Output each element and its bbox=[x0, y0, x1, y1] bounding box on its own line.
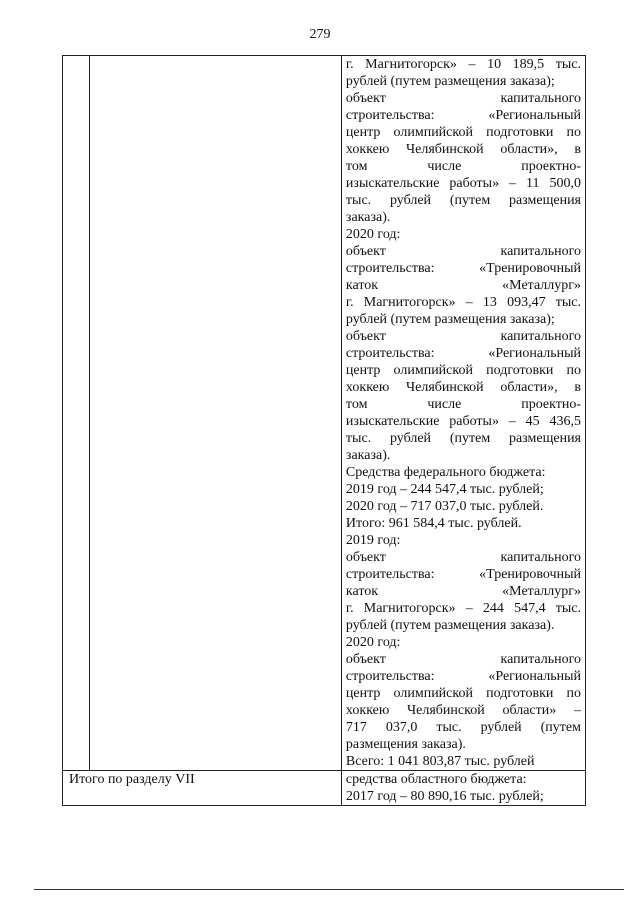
event-name-cell bbox=[89, 56, 341, 771]
section-total-label: Итого по разделу VII bbox=[63, 771, 342, 806]
text-line: центр олимпийской подготовки по bbox=[345, 363, 581, 378]
text-line: хоккею Челябинской области», в bbox=[345, 380, 581, 395]
text-line: заказа). bbox=[345, 448, 391, 463]
text-line: 2017 год – 80 890,16 тыс. рублей; bbox=[345, 789, 544, 804]
text-line: строительства: «Региональный bbox=[345, 108, 581, 123]
text-line: строительства: «Тренировочный bbox=[345, 567, 581, 582]
text-line: 2019 год: bbox=[345, 533, 401, 548]
text-line: объект капитального bbox=[345, 550, 581, 565]
funding-text-cell bbox=[341, 56, 585, 771]
table-row-section-total bbox=[63, 771, 586, 806]
text-line: г. Магнитогорск» – 10 189,5 тыс. bbox=[345, 57, 581, 72]
text-line: тыс. рублей (путем размещения bbox=[345, 193, 581, 208]
text-line: том числе проектно- bbox=[345, 397, 581, 412]
text-line: рублей (путем размещения заказа); bbox=[345, 312, 555, 327]
text-line: 2020 год: bbox=[345, 227, 401, 242]
table-row-funding-details bbox=[63, 56, 586, 771]
text-line: г. Магнитогорск» – 244 547,4 тыс. bbox=[345, 601, 581, 616]
section-total-funding-cell bbox=[341, 771, 585, 806]
text-line: том числе проектно- bbox=[345, 159, 581, 174]
text-line: центр олимпийской подготовки по bbox=[345, 686, 581, 701]
text-line: 717 037,0 тыс. рублей (путем bbox=[345, 720, 581, 735]
text-line: изыскательские работы» – 11 500,0 bbox=[345, 176, 581, 191]
text-line: Итого: 961 584,4 тыс. рублей. bbox=[345, 516, 522, 531]
text-line: объект капитального bbox=[345, 329, 581, 344]
page-number: 279 bbox=[309, 27, 331, 42]
text-line: заказа). bbox=[345, 210, 391, 225]
text-line: хоккею Челябинской области», в bbox=[345, 142, 581, 157]
text-line: строительства: «Региональный bbox=[345, 346, 581, 361]
text-line: объект капитального bbox=[345, 652, 581, 667]
text-line: строительства: «Тренировочный bbox=[345, 261, 581, 276]
page-bottom-rule bbox=[34, 889, 624, 890]
text-line: 2020 год: bbox=[345, 635, 401, 650]
text-line: Всего: 1 041 803,87 тыс. рублей bbox=[345, 754, 535, 769]
row-number-cell bbox=[63, 56, 90, 771]
text-line: 2020 год – 717 037,0 тыс. рублей. bbox=[345, 499, 544, 514]
text-line: тыс. рублей (путем размещения bbox=[345, 431, 581, 446]
text-line: каток «Металлург» bbox=[345, 584, 581, 599]
text-line: Средства федерального бюджета: bbox=[345, 465, 546, 480]
text-line: изыскательские работы» – 45 436,5 bbox=[345, 414, 581, 429]
text-line: хоккею Челябинской области» – bbox=[345, 703, 581, 718]
text-line: объект капитального bbox=[345, 91, 581, 106]
text-line: объект капитального bbox=[345, 244, 581, 259]
budget-table bbox=[62, 55, 586, 806]
text-line: рублей (путем размещения заказа); bbox=[345, 74, 555, 89]
text-line: размещения заказа). bbox=[345, 737, 466, 752]
text-line: центр олимпийской подготовки по bbox=[345, 125, 581, 140]
text-line: каток «Металлург» bbox=[345, 278, 581, 293]
text-line: средства областного бюджета: bbox=[345, 772, 527, 787]
text-line: 2019 год – 244 547,4 тыс. рублей; bbox=[345, 482, 544, 497]
text-line: рублей (путем размещения заказа). bbox=[345, 618, 555, 633]
text-line: г. Магнитогорск» – 13 093,47 тыс. bbox=[345, 295, 581, 310]
text-line: строительства: «Региональный bbox=[345, 669, 581, 684]
